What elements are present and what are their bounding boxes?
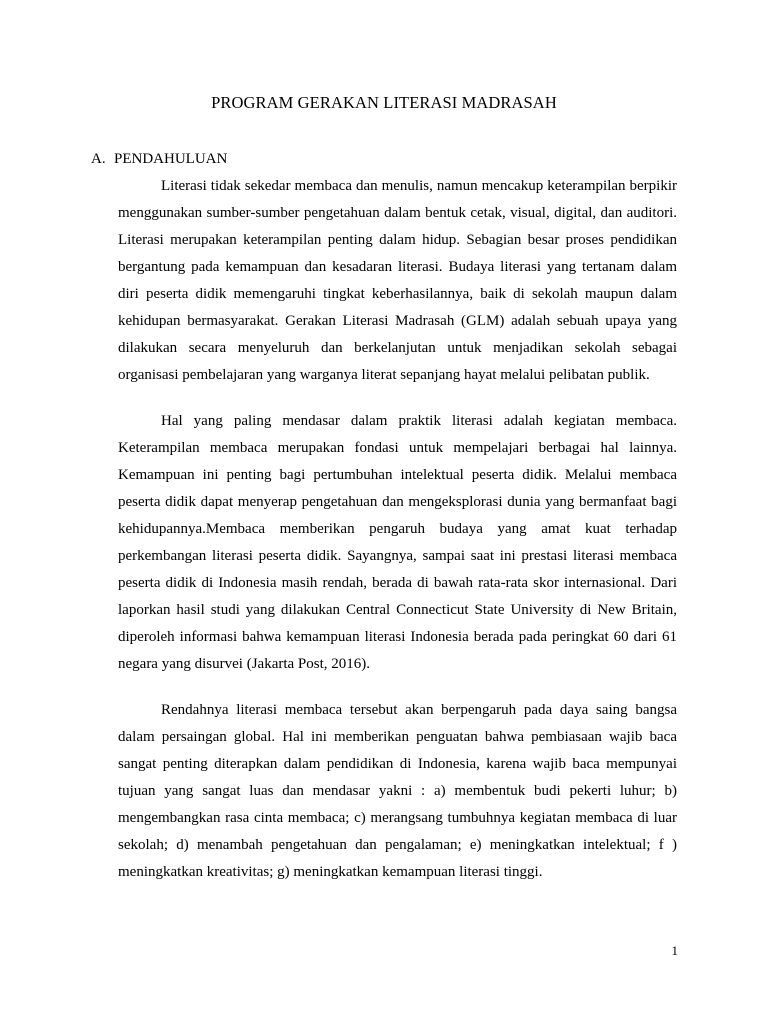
paragraph-2: Hal yang paling mendasar dalam praktik literasi adalah kegiatan membaca. Keterampilan membaca merupakan fondasi untuk mempelajari berbagai hal lainnya. Kemampuan ini penting bagi pertumbuhan intelektual peserta didik. Melalui membaca peserta didik dapat menyerap pengetahuan dan mengeksplorasi dunia yang bermanfaat bagi kehidupannya.Membaca memberikan pengaruh budaya yang amat kuat terhadap perkembangan literasi peserta didik. Sayangnya, sampai saat ini prestasi literasi membaca peserta didik di Indonesia masih rendah, berada di bawah rata-rata skor internasional. Dari laporkan hasil studi yang dilakukan Central Connecticut State University di New Britain, diperoleh informasi bahwa kemampuan literasi Indonesia berada pada peringkat 60 dari 61 negara yang disurvei (Jakarta Post, 2016).	[118, 413, 677, 672]
body-text	[118, 173, 677, 905]
paragraph-3: Rendahnya literasi membaca tersebut akan berpengaruh pada daya saing bangsa dalam persaingan global. Hal ini memberikan penguatan bahwa pembiasaan wajib baca sangat penting diterapkan dalam pendidikan di Indonesia, karena wajib baca mempunyai tujuan yang sangat luas dan mendasar yakni : a) membentuk budi pekerti luhur; b) mengembangkan rasa cinta membaca; c) merangsang tumbuhnya kegiatan membaca di luar sekolah; d) menambah pengetahuan dan pengalaman; e) meningkatkan intelektual; f ) meningkatkan kreativitas; g) meningkatkan kemampuan literasi tinggi.	[118, 702, 677, 880]
paragraph-1: Literasi tidak sekedar membaca dan menulis, namun mencakup keterampilan berpikir menggunakan sumber-sumber pengetahuan dalam bentuk cetak, visual, digital, dan auditori. Literasi merupakan keterampilan penting dalam hidup. Sebagian besar proses pendidikan bergantung pada kemampuan dan kesadaran literasi. Budaya literasi yang tertanam dalam diri peserta didik memengaruhi tingkat keberhasilannya, baik di sekolah maupun dalam kehidupan bermasyarakat. Gerakan Literasi Madrasah (GLM) adalah sebuah upaya yang dilakukan secara menyeluruh dan berkelanjutan untuk menjadikan sekolah sebagai organisasi pembelajaran yang warganya literat sepanjang hayat melalui pelibatan publik.	[118, 178, 677, 383]
section-number: A.	[91, 151, 106, 167]
section-heading	[91, 151, 227, 168]
document-title: PROGRAM GERAKAN LITERASI MADRASAH	[211, 93, 557, 112]
page-number: 1	[671, 943, 678, 958]
section-title: PENDAHULUAN	[114, 151, 228, 167]
